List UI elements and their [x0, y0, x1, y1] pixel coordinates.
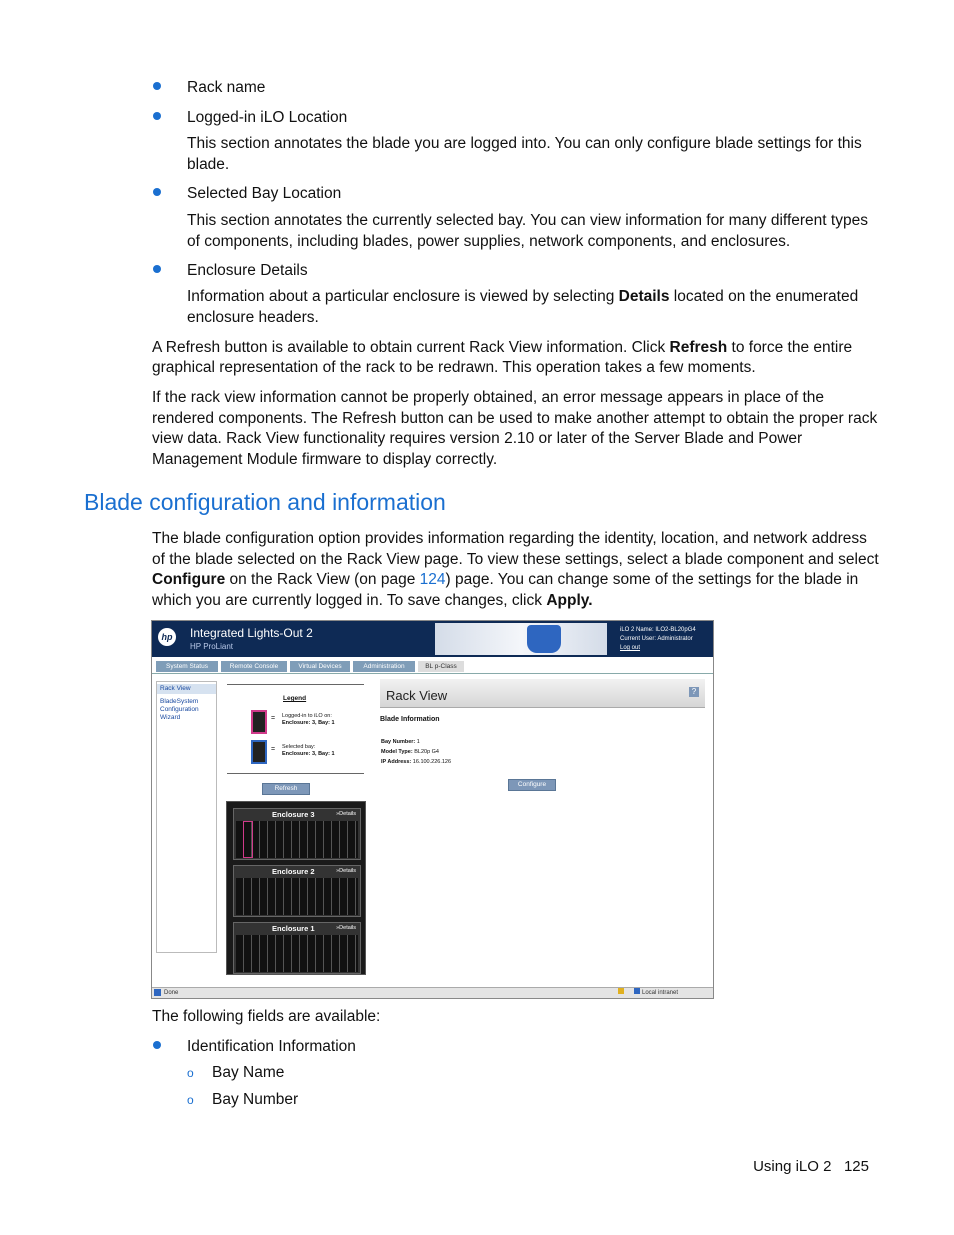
- para-error-line: If the rack view information cannot be properly obtained, an error message appears in place of the: [152, 389, 825, 406]
- text-bold: Details: [618, 288, 670, 305]
- fields-intro: The following fields are available:: [152, 1008, 381, 1025]
- tab-bl-p-class[interactable]: BL p-Class: [418, 661, 464, 672]
- sub-bullet-bay-number: Bay Number: [212, 1091, 299, 1108]
- page-footer: [753, 1158, 869, 1175]
- tab-virtual-devices[interactable]: Virtual Devices: [290, 661, 350, 672]
- blade-slots[interactable]: [236, 935, 358, 972]
- blade-field-row: [381, 757, 451, 767]
- para-refresh-line: graphical representation of the rack to be redrawn. This operation takes a few moments.: [152, 359, 756, 376]
- bullet-desc-line: blade.: [187, 156, 230, 173]
- legend-2-line: Selected bay:: [282, 744, 316, 750]
- text-run: A Refresh button is available to obtain current Rack View information. Click: [152, 339, 670, 356]
- blade-info-header: Blade Information: [380, 716, 440, 723]
- enclosure-name: Enclosure 3: [272, 810, 315, 819]
- ie-page-icon: [154, 989, 161, 996]
- legend-2-line: Enclosure: 3, Bay: 1: [282, 751, 335, 757]
- bullet-identification: Identification Information: [187, 1038, 356, 1055]
- enclosure-name: Enclosure 1: [272, 924, 315, 933]
- page-number: 125: [843, 1158, 869, 1175]
- field-key: Model Type:: [381, 749, 413, 755]
- text-run: which you are currently logged in. To save changes, click: [152, 592, 547, 609]
- text-run: ) page. You can change some of the settings for the blade in: [445, 571, 859, 588]
- rack-view-title: Rack View: [386, 688, 448, 703]
- para-refresh-line: [152, 337, 852, 358]
- tab-administration[interactable]: Administration: [353, 661, 415, 672]
- refresh-button[interactable]: Refresh: [262, 783, 310, 795]
- nav-wizard[interactable]: Wizard: [160, 714, 181, 721]
- hp-logo-icon: hp: [158, 628, 176, 646]
- enclosure-name: Enclosure 2: [272, 867, 315, 876]
- ilo-tabs: [152, 661, 713, 674]
- field-value: 16.100.226.126: [412, 759, 452, 765]
- tab-remote-console[interactable]: Remote Console: [221, 661, 287, 672]
- rack-graphic: [226, 801, 366, 975]
- para-error-line: rendered components. The Refresh button can be used to make another attempt to obtain the proper rack: [152, 410, 878, 427]
- sub-bullet-bay-name: Bay Name: [212, 1064, 285, 1081]
- bullet-enclosure-details: Enclosure Details: [187, 262, 308, 279]
- bullet-selected-bay: Selected Bay Location: [187, 185, 342, 202]
- current-user: Current User: Administrator: [620, 636, 693, 642]
- text-run: located on the enumerated: [669, 288, 859, 305]
- sub-bullet-icon: o: [187, 1066, 194, 1080]
- ilo-subtitle: HP ProLiant: [190, 642, 233, 651]
- section-heading: Blade configuration and information: [84, 489, 446, 515]
- status-right: [618, 988, 678, 998]
- field-key: Bay Number:: [381, 739, 416, 745]
- para-blade-line: of the blade selected on the Rack View page. To view these settings, select a blade component and select: [152, 551, 879, 568]
- legend-title: Legend: [283, 695, 307, 702]
- nav-configuration[interactable]: Configuration: [160, 706, 199, 713]
- bullet-desc-line: enclosure headers.: [187, 309, 319, 326]
- nav-rack-view[interactable]: Rack View: [160, 685, 191, 692]
- legend-eq: =: [271, 715, 276, 722]
- field-value: 1: [416, 739, 420, 745]
- selected-bay-icon: [251, 740, 267, 764]
- para-error-line: Management Module firmware to display correctly.: [152, 451, 498, 468]
- server-device-icon: [527, 625, 561, 653]
- page-link[interactable]: 124: [419, 571, 446, 588]
- configure-button[interactable]: Configure: [508, 779, 556, 791]
- text-run: Information about a particular enclosure is viewed by selecting: [187, 288, 619, 305]
- blade-field-row: [381, 747, 451, 757]
- para-blade-line: The blade configuration option provides information regarding the identity, location, and network address: [152, 530, 867, 547]
- text-run: on the Rack View (on page: [225, 571, 420, 588]
- details-link[interactable]: »Details: [336, 811, 356, 817]
- intranet-icon: [634, 988, 640, 994]
- bullet-icon: [153, 1041, 161, 1049]
- nav-bladesystem[interactable]: BladeSystem: [160, 698, 199, 705]
- status-left: Done: [164, 990, 179, 996]
- enclosure-header: [234, 809, 360, 820]
- bullet-desc-line: [187, 286, 858, 307]
- enclosure-header: [234, 866, 360, 877]
- para-error-line: view data. Rack View functionality requires version 2.10 or later of the Server Blade and Power: [152, 430, 803, 447]
- sub-bullet-icon: o: [187, 1093, 194, 1107]
- bullet-icon: [153, 112, 161, 120]
- field-key: IP Address:: [381, 759, 412, 765]
- footer-text: Using iLO 2: [753, 1158, 832, 1175]
- bullet-desc-line: of components, including blades, power supplies, network components, and enclosures.: [187, 233, 791, 250]
- ilo-title: Integrated Lights-Out 2: [190, 626, 313, 640]
- bullet-icon: [153, 265, 161, 273]
- para-blade-line: [152, 590, 593, 611]
- enclosure-2[interactable]: [233, 865, 361, 917]
- tab-system-status[interactable]: System Status: [156, 661, 218, 672]
- user-info: [620, 626, 696, 653]
- bullet-rack-name: Rack name: [187, 79, 266, 96]
- bullet-desc-line: This section annotates the blade you are logged into. You can only configure blade settings for this: [187, 135, 862, 152]
- details-link[interactable]: »Details: [336, 868, 356, 874]
- logout-link[interactable]: Log out: [620, 645, 641, 651]
- para-blade-line: [152, 569, 858, 590]
- left-nav: [156, 681, 217, 953]
- enclosure-3[interactable]: [233, 808, 361, 860]
- browser-status-bar: [152, 987, 713, 998]
- legend-1-line: Enclosure: 3, Bay: 1: [282, 720, 335, 726]
- text-run: to force the entire: [727, 339, 853, 356]
- legend-eq: =: [271, 746, 276, 753]
- text-bold: Configure: [152, 571, 226, 588]
- enclosure-1[interactable]: [233, 922, 361, 974]
- rack-view-header: [380, 679, 705, 708]
- bullet-logged-in-location: Logged-in iLO Location: [187, 109, 348, 126]
- enclosure-header: [234, 923, 360, 934]
- blade-field-row: [381, 737, 451, 747]
- ilo-name: iLO 2 Name: ILO2-BL20pG4: [620, 627, 696, 633]
- ilo-screenshot: [151, 620, 714, 999]
- bullet-desc-line: This section annotates the currently selected bay. You can view information for many different types: [187, 212, 868, 229]
- intranet-label: Local intranet: [642, 990, 679, 996]
- text-bold: Apply.: [546, 592, 593, 609]
- text-bold: Refresh: [669, 339, 728, 356]
- bullet-icon: [153, 82, 161, 90]
- blade-info-fields: [381, 737, 451, 767]
- legend-1-line: Logged-in to iLO on:: [282, 713, 332, 719]
- bullet-icon: [153, 188, 161, 196]
- blade-slots[interactable]: [236, 821, 358, 858]
- ilo-banner: [152, 621, 713, 657]
- field-value: BL20p G4: [414, 749, 439, 755]
- logged-in-blade-icon: [251, 710, 267, 734]
- details-link[interactable]: »Details: [336, 925, 356, 931]
- help-icon[interactable]: ?: [689, 687, 699, 697]
- legend-panel: [227, 684, 364, 774]
- banner-graphic: [435, 623, 607, 655]
- lock-icon: [618, 988, 624, 994]
- blade-slots[interactable]: [236, 878, 358, 915]
- selected-blade-marker: [243, 821, 253, 858]
